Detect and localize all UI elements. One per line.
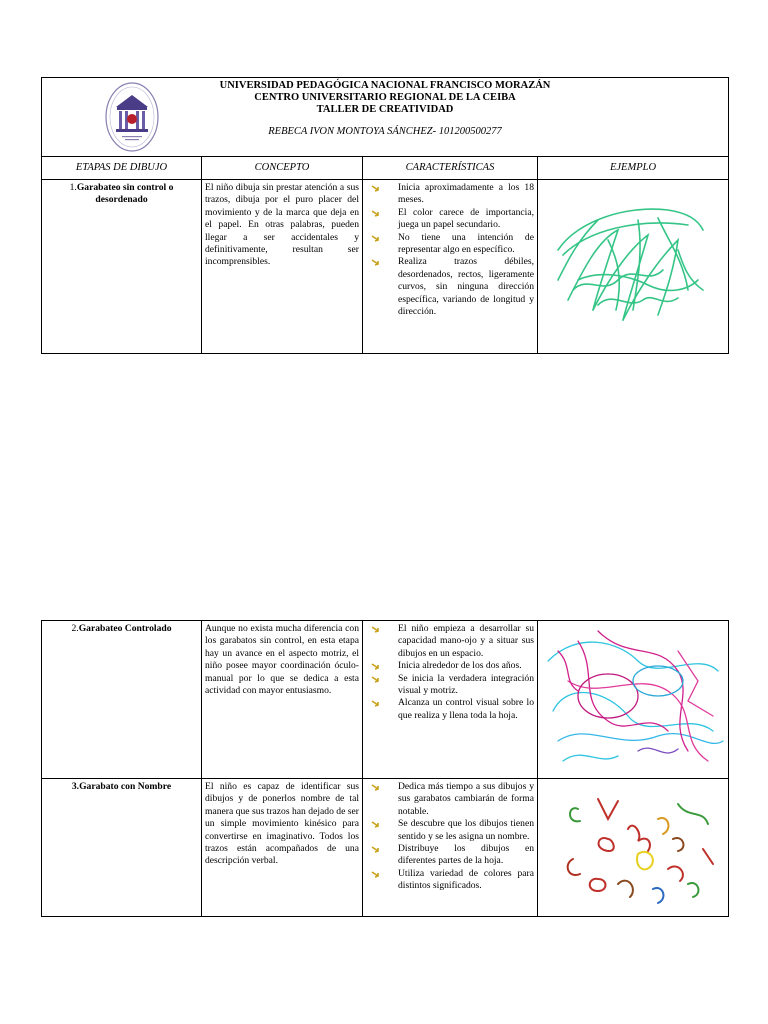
named-scribble-drawing — [538, 779, 728, 915]
author-name: REBECA IVON MONTOYA SÁNCHEZ- 101200500277 — [268, 126, 502, 137]
column-header-concept: CONCEPTO — [202, 157, 363, 180]
list-item: Dedica más tiempo a sus dibujos y sus garabatos cambiarán de forma notable. — [366, 781, 534, 818]
arrow-bullet-icon — [371, 624, 381, 634]
arrow-bullet-icon — [371, 782, 381, 792]
arrow-bullet-icon — [371, 661, 381, 671]
stage-concept: Aunque no exista mucha diferencia con los garabatos sin control, en esta etapa hay un avance en el aspecto motriz, el niño posee mayor coordinación óculo-manual por lo que se dedica a esta actividad con mayor entusiasmo. — [202, 621, 363, 779]
document-header — [42, 78, 729, 157]
green-scribble-drawing — [538, 180, 728, 352]
arrow-bullet-icon — [371, 233, 381, 243]
table-row-stage-3 — [42, 779, 729, 917]
list-item: Utiliza variedad de colores para distintos significados. — [366, 868, 534, 893]
workshop-name: TALLER DE CREATIVIDAD — [316, 104, 454, 115]
arrow-bullet-icon — [371, 819, 381, 829]
stage-characteristics — [363, 180, 538, 354]
arrow-bullet-icon — [371, 674, 381, 684]
stages-table-page1 — [41, 77, 729, 354]
table-row-stage-2 — [42, 621, 729, 779]
list-item: El color carece de importancia, juega un papel secundario. — [366, 207, 534, 232]
list-item: Inicia aproximadamente a los 18 meses. — [366, 182, 534, 207]
list-item: Se descubre que los dibujos tienen sentido y se les asigna un nombre. — [366, 818, 534, 843]
table-row-stage-1 — [42, 180, 729, 354]
stages-table-page2 — [41, 620, 729, 917]
stage-example — [538, 779, 729, 917]
list-item: Distribuye los dibujos en diferentes partes de la hoja. — [366, 843, 534, 868]
center-name: CENTRO UNIVERSITARIO REGIONAL DE LA CEIBA — [254, 92, 516, 103]
arrow-bullet-icon — [371, 208, 381, 218]
university-name: UNIVERSIDAD PEDAGÓGICA NACIONAL FRANCISCO MORAZÁN — [219, 80, 551, 91]
stage-example — [538, 621, 729, 779]
list-item: Realiza trazos débiles, desordenados, rectos, ligeramente curvos, sin ninguna dirección específica, variando de longitud y dirección. — [366, 256, 534, 318]
stage-example — [538, 180, 729, 354]
stage-characteristics — [363, 621, 538, 779]
arrow-bullet-icon — [371, 869, 381, 879]
list-item: No tiene una intención de representar algo en específico. — [366, 232, 534, 257]
stage-characteristics — [363, 779, 538, 917]
controlled-scribble-drawing — [538, 621, 728, 777]
arrow-bullet-icon — [371, 698, 381, 708]
column-header-stages: ETAPAS DE DIBUJO — [42, 157, 202, 180]
arrow-bullet-icon — [371, 257, 381, 267]
list-item: El niño empieza a desarrollar su capacidad mano-ojo y a situar sus dibujos en un espacio. — [366, 623, 534, 660]
stage-name: 2.Garabateo Controlado — [42, 621, 202, 779]
list-item: Se inicia la verdadera integración visual y motriz. — [366, 673, 534, 698]
stage-name: 3.Garabato con Nombre — [42, 779, 202, 917]
list-item: Alcanza un control visual sobre lo que realiza y llena toda la hoja. — [366, 697, 534, 722]
arrow-bullet-icon — [371, 844, 381, 854]
stage-concept: El niño dibuja sin prestar atención a sus trazos, dibuja por el puro placer del movimiento y de la marca que deja en el papel. En otras palabras, pueden llegar a ser accidentales y definitivamente, resultan ser incomprensibles. — [202, 180, 363, 354]
column-header-example: EJEMPLO — [538, 157, 729, 180]
column-header-characteristics: CARACTERÍSTICAS — [363, 157, 538, 180]
list-item: Inicia alrededor de los dos años. — [366, 660, 534, 672]
stage-name: 1.Garabateo sin control o desordenado — [42, 180, 202, 354]
stage-concept: El niño es capaz de identificar sus dibujos y de ponerlos nombre de tal manera que sus trazos han dejado de ser un simple movimiento kinésico para convertirse en imaginativo. Todos los trazos están acompañados de una descripción verbal. — [202, 779, 363, 917]
arrow-bullet-icon — [371, 183, 381, 193]
